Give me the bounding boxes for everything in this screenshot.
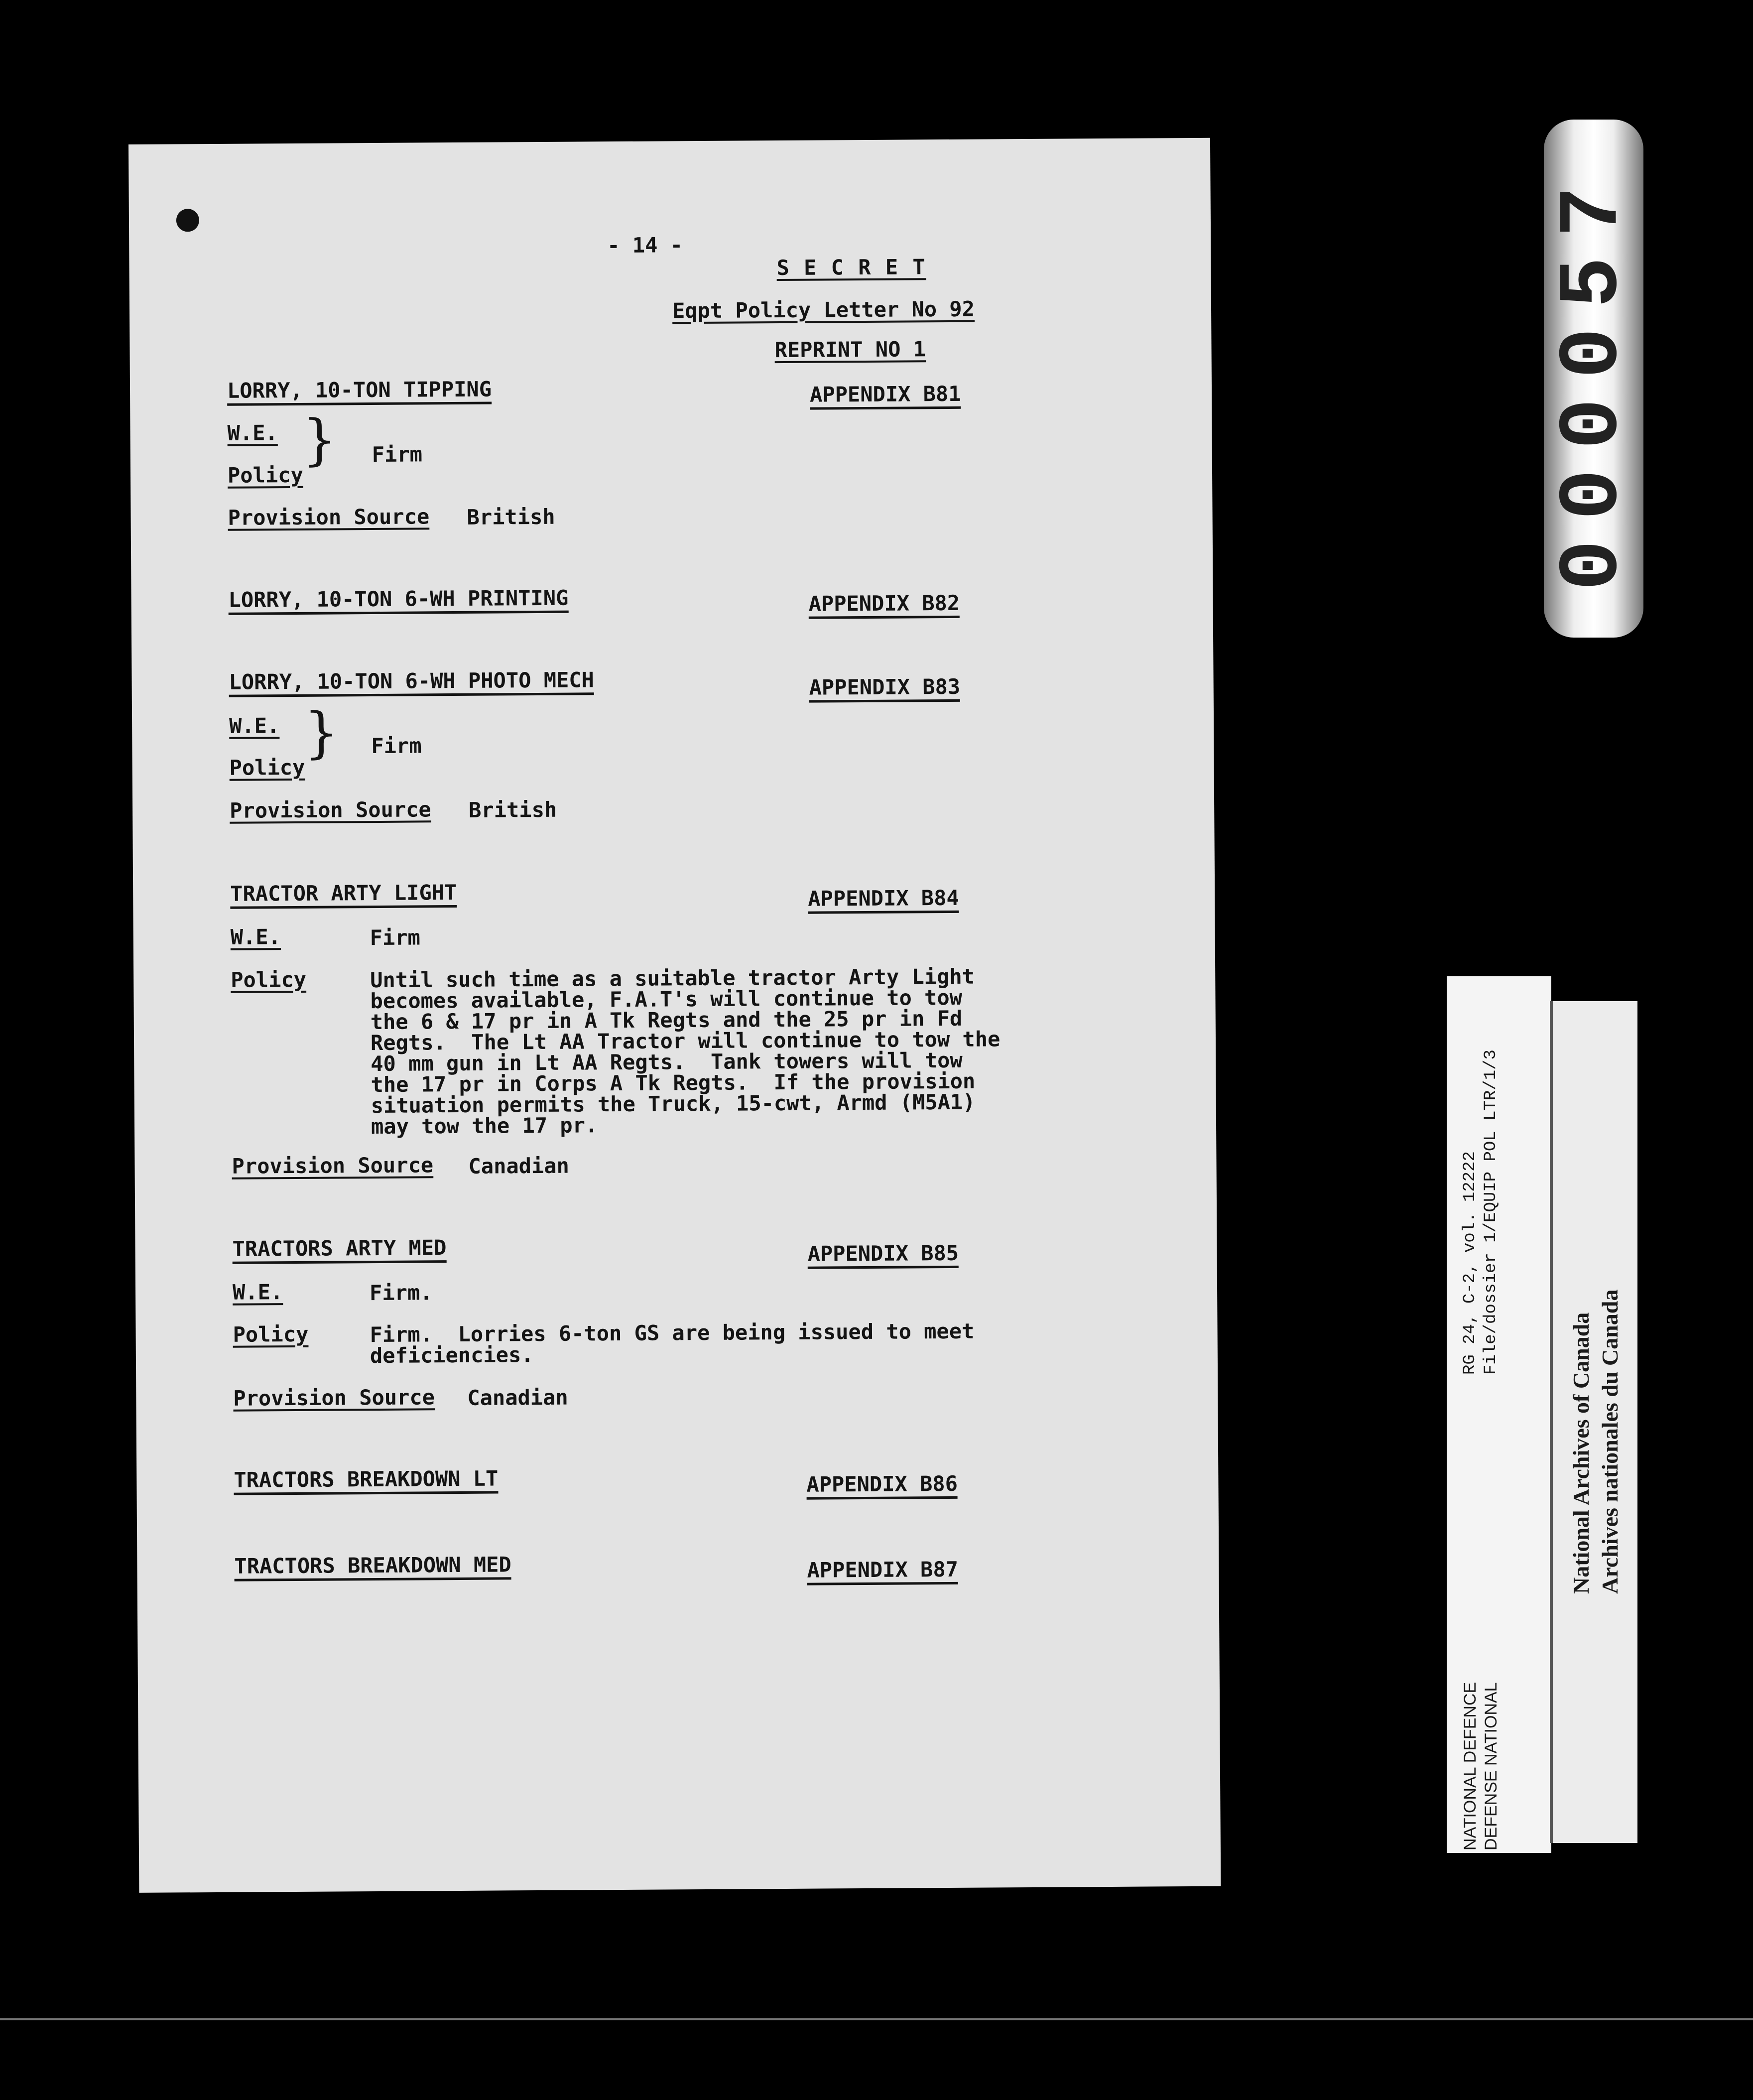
section-title: TRACTORS BREAKDOWN LT — [234, 1468, 498, 1495]
appendix-label: APPENDIX B85 — [808, 1243, 959, 1269]
reprint-label: REPRINT NO 1 — [774, 337, 926, 363]
provision-source-label: Provision Source — [228, 504, 430, 530]
appendix-label: APPENDIX B86 — [806, 1473, 958, 1500]
we-label: W.E. — [229, 713, 280, 738]
we-value: Firm. — [369, 1280, 433, 1306]
firm-value: Firm — [372, 442, 423, 467]
section-title: LORRY, 10-TON 6-WH PRINTING — [228, 588, 568, 615]
archives-name-en: National Archives of Canada — [1568, 1312, 1594, 1594]
provision-source-value: Canadian — [468, 1153, 569, 1179]
provision-source-label: Provision Source — [233, 1385, 435, 1411]
we-label: W.E. — [232, 1280, 283, 1305]
provision-source-label: Provision Source — [232, 1153, 434, 1179]
we-value: Firm — [370, 925, 421, 950]
provision-source-value: British — [467, 504, 555, 529]
appendix-label: APPENDIX B81 — [810, 384, 961, 410]
policy-paragraph: Firm. Lorries 6-ton GS are being issued to meet deficiencies. — [370, 1318, 975, 1368]
letter-title: Eqpt Policy Letter No 92 — [672, 296, 975, 323]
provision-source-value: British — [469, 797, 557, 822]
section-title: TRACTOR ARTY LIGHT — [230, 882, 457, 909]
frame-number-stamp — [1544, 120, 1643, 638]
document-page — [128, 138, 1221, 1893]
appendix-label: APPENDIX B83 — [809, 676, 961, 703]
brace-icon: } — [302, 407, 338, 472]
reference-line-2: File/dossier 1/EQUIP POL LTR/1/3 — [1482, 1050, 1501, 1375]
we-label: W.E. — [230, 924, 281, 949]
section-title: LORRY, 10-TON TIPPING — [227, 379, 492, 406]
section-title: TRACTORS ARTY MED — [232, 1237, 446, 1264]
frame-edge-line — [0, 2018, 1753, 2020]
we-label: W.E. — [227, 420, 278, 445]
reference-line-1: RG 24, C-2, vol. 12222 — [1461, 1151, 1480, 1375]
section-title: LORRY, 10-TON 6-WH PHOTO MECH — [229, 669, 594, 697]
archive-reference-label — [1447, 976, 1551, 1853]
appendix-label: APPENDIX B87 — [807, 1559, 958, 1585]
policy-label: Policy — [229, 755, 305, 780]
policy-paragraph: Until such time as a suitable tractor Arty Light becomes available, F.A.T's will continue to tow the 6 & 17 pr in A Tk Regts and the 25 pr in Fd Regts. The Lt AA Tractor will continue to tow the 40 mm gun in Lt AA Regts. Tank towers will tow the 17 pr in Corps A Tk Regts. If the provision situation permits the Truck, 15-cwt, Armd (M5A1) may tow the 17 pr. — [370, 964, 1001, 1139]
provision-source-value: Canadian — [467, 1385, 568, 1410]
policy-label: Policy — [233, 1321, 309, 1347]
classification: S E C R E T — [776, 255, 926, 280]
appendix-label: APPENDIX B82 — [809, 593, 960, 619]
firm-value: Firm — [371, 733, 422, 759]
archives-name-fr: Archives nationales du Canada — [1597, 1289, 1623, 1594]
punch-hole — [176, 209, 199, 232]
department-line-2: DEFENSE NATIONAL — [1482, 1682, 1501, 1850]
policy-label: Policy — [227, 462, 303, 488]
section-title: TRACTORS BREAKDOWN MED — [234, 1554, 511, 1581]
appendix-label: APPENDIX B84 — [808, 888, 959, 914]
brace-icon: } — [303, 700, 339, 765]
department-line-1: NATIONAL DEFENCE — [1461, 1682, 1480, 1850]
page-number: - 14 - — [607, 233, 683, 258]
provision-source-label: Provision Source — [230, 797, 431, 823]
archives-name-label — [1550, 1001, 1637, 1843]
policy-label: Policy — [231, 967, 307, 992]
frame-number: 000057 — [1545, 166, 1642, 591]
